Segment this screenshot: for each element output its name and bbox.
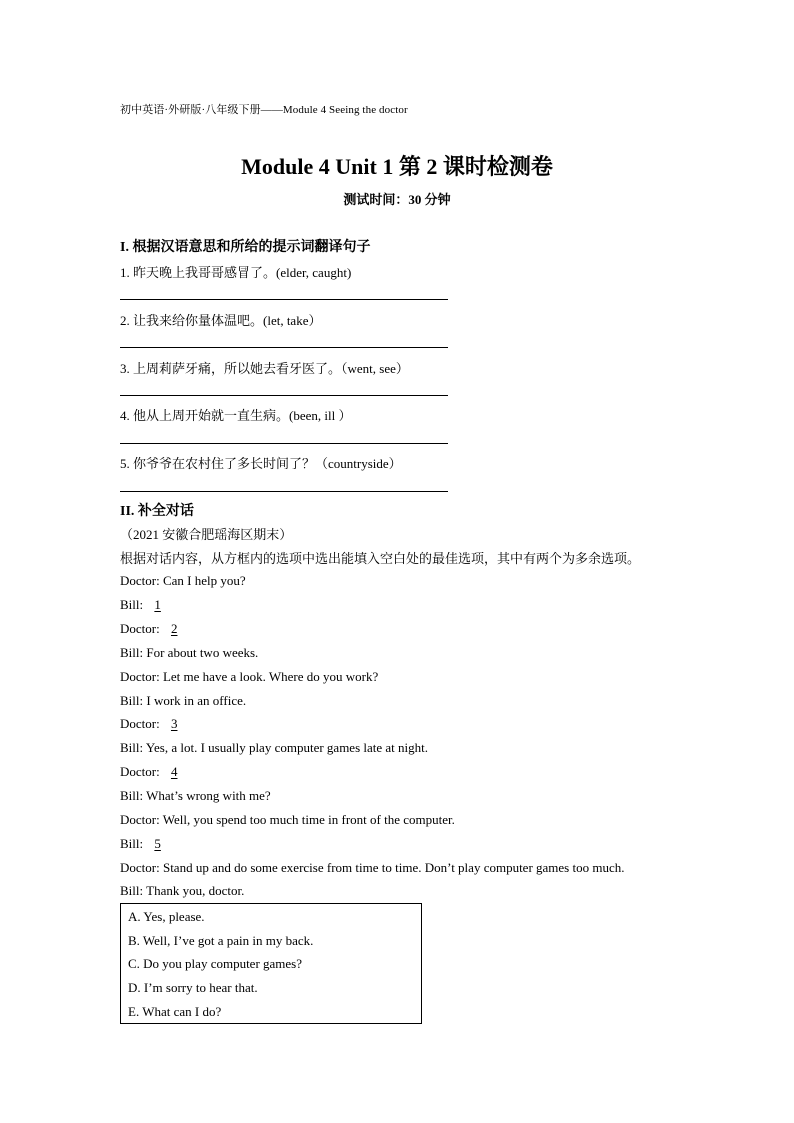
answer-line-3	[120, 395, 448, 396]
blank-5[interactable]: 5	[154, 836, 161, 851]
blank-3[interactable]: 3	[170, 716, 178, 731]
option-c: C. Do you play computer games?	[128, 956, 303, 971]
answer-line-1	[120, 299, 448, 300]
section-2-heading: II. 补全对话	[120, 504, 194, 519]
dialogue-line: Bill: 1	[120, 597, 165, 613]
dialogue-line: Doctor: Let me have a look. Where do you work?	[120, 669, 379, 684]
dialogue-line: Bill: Thank you, doctor.	[120, 883, 245, 898]
option-b: B. Well, I’ve got a pain in my back.	[128, 933, 314, 948]
blank-4[interactable]: 4	[170, 764, 178, 779]
option-a: A. Yes, please.	[128, 909, 205, 924]
dialogue-line: Doctor: Well, you spend too much time in front of the computer.	[120, 812, 455, 827]
answer-line-5	[120, 491, 448, 492]
dialogue-line: Bill: For about two weeks.	[120, 645, 259, 660]
question-5: 5. 你爷爷在农村住了多长时间了？（countryside）	[120, 456, 402, 471]
page-header: 初中英语·外研版·八年级下册——Module 4 Seeing the doctor	[120, 104, 408, 116]
dialogue-line: Doctor: Can I help you?	[120, 573, 246, 588]
answer-line-2	[120, 347, 448, 348]
question-4: 4. 他从上周开始就一直生病。(been, ill ）	[120, 408, 352, 423]
answer-line-4	[120, 443, 448, 444]
page-title: Module 4 Unit 1 第 2 课时检测卷	[241, 154, 553, 179]
blank-2[interactable]: 2	[170, 621, 178, 636]
option-e: E. What can I do?	[128, 1004, 222, 1019]
section-2-source: （2021 安徽合肥瑶海区期末）	[120, 527, 293, 542]
dialogue-line: Bill: Yes, a lot. I usually play computer games late at night.	[120, 740, 429, 755]
dialogue-line: Bill: 5	[120, 836, 165, 852]
dialogue-line: Bill: What’s wrong with me?	[120, 788, 271, 803]
test-duration: 测试时间：30 分钟	[343, 192, 451, 207]
question-2: 2. 让我来给你量体温吧。(let, take）	[120, 313, 322, 328]
option-d: D. I’m sorry to hear that.	[128, 980, 258, 995]
dialogue-line: Doctor: 3	[120, 716, 181, 732]
dialogue-line: Doctor: 4	[120, 764, 181, 780]
question-1: 1. 昨天晚上我哥哥感冒了。(elder, caught)	[120, 265, 352, 280]
options-box	[120, 903, 422, 1024]
dialogue-line: Doctor: 2	[120, 621, 181, 637]
dialogue-line: Bill: I work in an office.	[120, 693, 247, 708]
section-2-instruction: 根据对话内容，从方框内的选项中选出能填入空白处的最佳选项，其中有两个为多余选项。	[120, 551, 641, 566]
dialogue-line: Doctor: Stand up and do some exercise from time to time. Don’t play computer games too much.	[120, 860, 625, 875]
blank-1[interactable]: 1	[154, 597, 161, 612]
section-1-heading: I. 根据汉语意思和所给的提示词翻译句子	[120, 240, 371, 255]
question-3: 3. 上周莉萨牙痛，所以她去看牙医了。（went, see）	[120, 361, 409, 376]
